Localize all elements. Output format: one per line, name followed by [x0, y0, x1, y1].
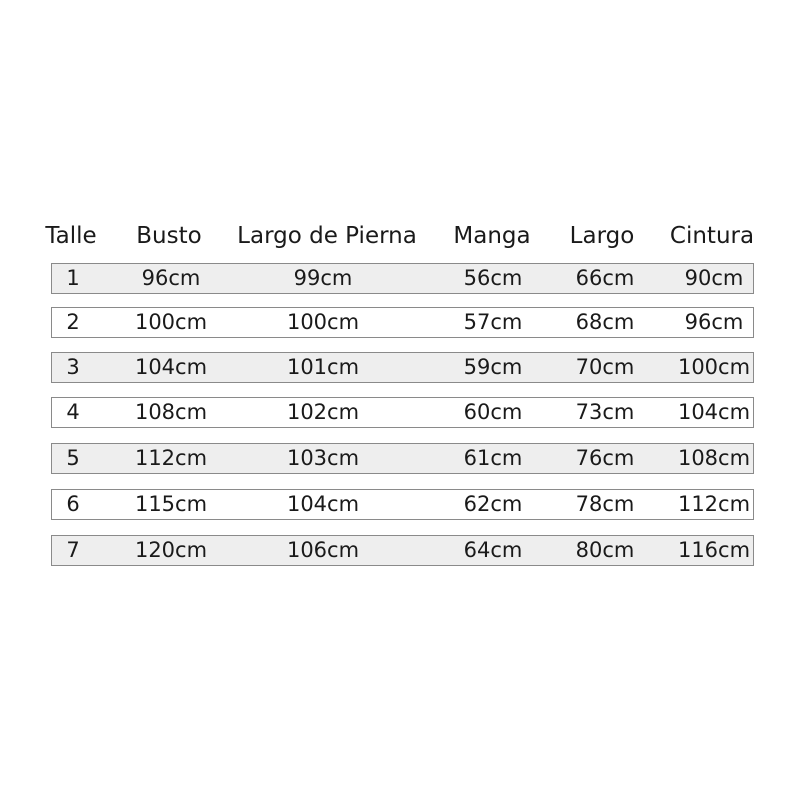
cell-manga: 62cm	[463, 492, 523, 516]
cell-largo-de-pierna: 100cm	[286, 310, 360, 334]
cell-largo-de-pierna: 104cm	[286, 492, 360, 516]
cell-largo: 78cm	[575, 492, 635, 516]
cell-cintura: 116cm	[677, 538, 751, 562]
cell-largo-de-pierna: 101cm	[286, 355, 360, 379]
cell-largo: 68cm	[575, 310, 635, 334]
cell-largo-de-pierna: 103cm	[286, 446, 360, 470]
cell-largo-de-pierna: 106cm	[286, 538, 360, 562]
cell-largo: 80cm	[575, 538, 635, 562]
cell-talle: 5	[66, 446, 80, 470]
cell-busto: 120cm	[134, 538, 208, 562]
cell-largo-de-pierna: 99cm	[293, 266, 353, 290]
cell-busto: 96cm	[141, 266, 201, 290]
cell-talle: 6	[66, 492, 80, 516]
cell-talle: 3	[66, 355, 80, 379]
cell-manga: 57cm	[463, 310, 523, 334]
header-manga: Manga	[453, 223, 531, 249]
cell-talle: 1	[66, 266, 80, 290]
cell-largo: 73cm	[575, 400, 635, 424]
table-row	[51, 397, 754, 428]
cell-manga: 56cm	[463, 266, 523, 290]
cell-manga: 64cm	[463, 538, 523, 562]
cell-cintura: 90cm	[684, 266, 744, 290]
cell-cintura: 100cm	[677, 355, 751, 379]
table-row	[51, 307, 754, 338]
cell-largo: 70cm	[575, 355, 635, 379]
cell-cintura: 104cm	[677, 400, 751, 424]
header-largo-de-pierna: Largo de Pierna	[237, 223, 417, 249]
header-cintura: Cintura	[669, 223, 755, 249]
cell-busto: 115cm	[134, 492, 208, 516]
cell-talle: 4	[66, 400, 80, 424]
table-row	[51, 535, 754, 566]
cell-cintura: 108cm	[677, 446, 751, 470]
cell-talle: 7	[66, 538, 80, 562]
cell-talle: 2	[66, 310, 80, 334]
header-largo: Largo	[569, 223, 635, 249]
cell-largo-de-pierna: 102cm	[286, 400, 360, 424]
cell-cintura: 112cm	[677, 492, 751, 516]
cell-busto: 112cm	[134, 446, 208, 470]
cell-busto: 104cm	[134, 355, 208, 379]
cell-busto: 108cm	[134, 400, 208, 424]
table-row	[51, 489, 754, 520]
table-row	[51, 263, 754, 294]
table-row	[51, 352, 754, 383]
header-talle: Talle	[45, 223, 97, 249]
cell-cintura: 96cm	[684, 310, 744, 334]
cell-largo: 66cm	[575, 266, 635, 290]
cell-largo: 76cm	[575, 446, 635, 470]
cell-manga: 59cm	[463, 355, 523, 379]
cell-manga: 60cm	[463, 400, 523, 424]
table-row	[51, 443, 754, 474]
cell-busto: 100cm	[134, 310, 208, 334]
cell-manga: 61cm	[463, 446, 523, 470]
header-busto: Busto	[136, 223, 202, 249]
